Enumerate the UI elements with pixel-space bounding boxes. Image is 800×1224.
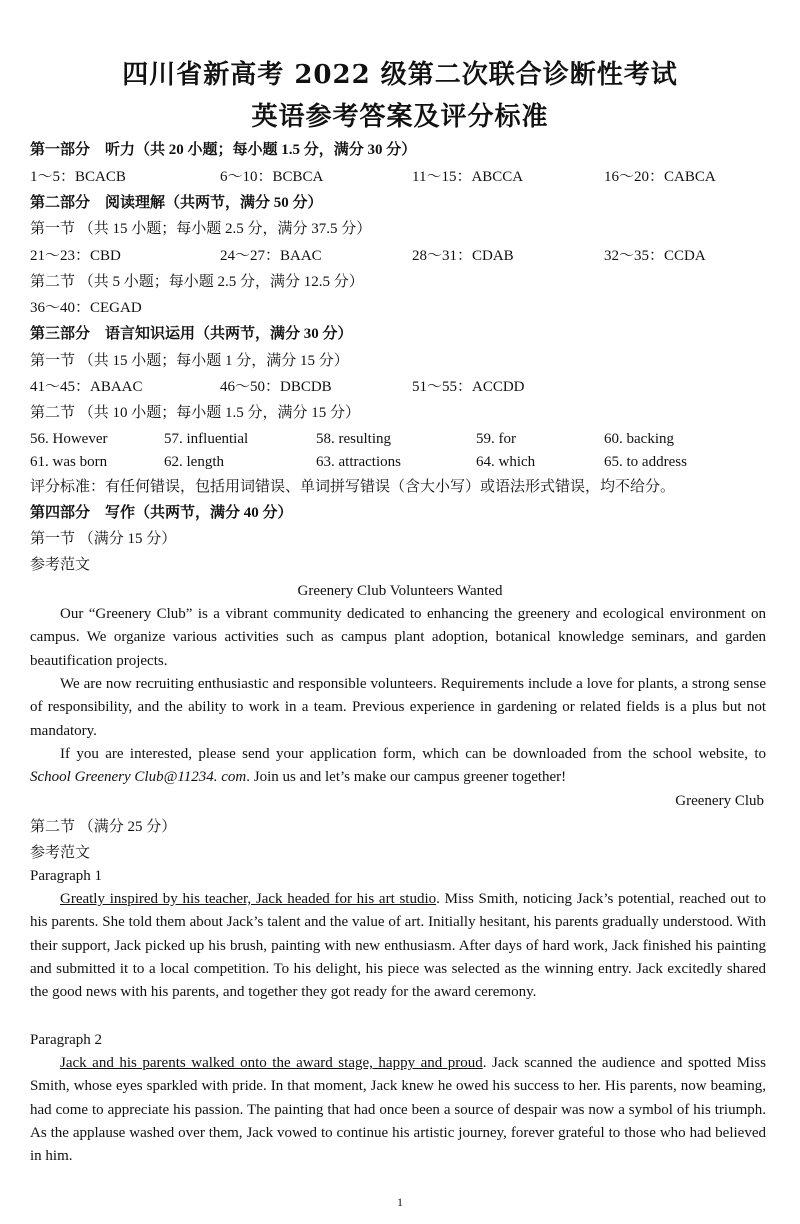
paragraph-label: Paragraph 2 [30,1032,103,1048]
story-text: . Jack scanned the audience and spotted Miss Smith, whose eyes sparkled with pride. In that moment, Jack knew he owed his success to her. His parents, now beaming, had come to appreciate his passion. The painting that had once been a source of despair was now a symbol of his triumph. As the applause washed over them, Jack vowed to continue his artistic journey, forever grateful to those who had believed in him. [30,1055,766,1165]
essay-paragraph: Our “Greenery Club” is a vibrant community dedicated to enhancing the greenery and ecological environment on campus. We organize various activities such as campus plant adoption, botanical knowledge seminars, and garden beautification projects. [30,606,766,669]
part2-heading: 第二部分 阅读理解（共两节，满分 50 分） [30,195,323,211]
essay-paragraph [30,743,766,790]
sample-essay-label: 参考范文 [30,845,91,861]
part4-heading: 第四部分 写作（共两节，满分 40 分） [30,505,293,521]
part4-sec1-heading: 第一节 （满分 15 分） [30,531,177,547]
answer-group: 36～40：CEGAD [30,300,142,316]
answer-item: 59. for [476,431,516,447]
given-opening-sentence: Greatly inspired by his teacher, Jack headed for his art studio [60,891,437,907]
essay-signature: Greenery Club [675,793,764,809]
answer-group: 21～23：CBD [30,248,121,264]
answer-item: 62. length [164,454,224,470]
answer-group: 41～45：ABAAC [30,379,143,395]
answer-item: 63. attractions [316,454,401,470]
part2-sec1-heading: 第一节 （共 15 小题；每小题 2.5 分，满分 37.5 分） [30,221,372,237]
answer-group: 16～20：CABCA [604,169,716,185]
answer-group: 24～27：BAAC [220,248,322,264]
answer-item: 61. was born [30,454,108,470]
part3-heading: 第三部分 语言知识运用（共两节，满分 30 分） [30,326,353,342]
answer-item: 57. influential [164,431,249,447]
email-address: School Greenery Club@11234. com [30,769,247,786]
page-number: 1 [397,1195,403,1209]
story-text: . Miss Smith, noticing Jack’s potential, reached out to his parents. She told them about Jack’s talent and the value of art. Initially hesitant, his parents gradually understood. With their support, Jack picked up his brush, painting with new enthusiasm. After days of hard work, Jack finished his painting and submitted it to a local competition. To his delight, his piece was selected as the winning entry. Jack excitedly shared the good news with his parents, and together they got ready for the award ceremony. [30,891,766,1001]
answer-group: 11～15：ABCCA [412,169,524,185]
answer-item: 56. However [30,431,108,447]
answer-group: 32～35：CCDA [604,248,706,264]
part3-sec1-heading: 第一节 （共 15 小题；每小题 1 分，满分 15 分） [30,353,349,369]
part1-heading: 第一部分 听力（共 20 小题；每小题 1.5 分，满分 30 分） [30,142,417,158]
sample-essay-label: 参考范文 [30,557,91,573]
answer-group: 1～5：BCACB [30,169,126,185]
answer-item: 64. which [476,454,536,470]
answer-group: 28～31：CDAB [412,248,514,264]
scoring-criteria: 评分标准：有任何错误，包括用词错误、单词拼写错误（含大小写）或语法形式错误，均不给分。 [30,479,676,495]
answer-item: 60. backing [604,431,674,447]
part3-sec2-heading: 第二节 （共 10 小题；每小题 1.5 分，满分 15 分） [30,405,361,421]
essay-title: Greenery Club Volunteers Wanted [297,583,503,599]
answer-item: 65. to address [604,454,687,470]
part4-sec2-heading: 第二节 （满分 25 分） [30,819,177,835]
essay-text: If you are interested, please send your application form, which can be downloaded from the school website, to [60,746,766,762]
given-opening-sentence: Jack and his parents walked onto the award stage, happy and proud [60,1055,483,1071]
part2-sec2-heading: 第二节 （共 5 小题；每小题 2.5 分，满分 12.5 分） [30,274,364,290]
answer-group: 6～10：BCBCA [220,169,324,185]
answer-group: 46～50：DBCDB [220,379,332,395]
paragraph-label: Paragraph 1 [30,868,103,884]
page-subtitle: 英语参考答案及评分标准 [251,102,549,132]
answer-group: 51～55：ACCDD [412,379,525,395]
essay-text: . Join us and let’s make our campus greener together! [246,769,567,786]
story-paragraph [30,1052,766,1168]
story-paragraph [30,888,766,1004]
page-title: 四川省新高考 2022 级第二次联合诊断性考试 [122,60,678,90]
answer-item: 58. resulting [316,431,391,447]
essay-paragraph: We are now recruiting enthusiastic and responsible volunteers. Requirements include a love for plants, a strong sense of responsibility, and the ability to work in a team. Previous experience in gardening or related fields is a plus but not mandatory. [30,676,766,739]
